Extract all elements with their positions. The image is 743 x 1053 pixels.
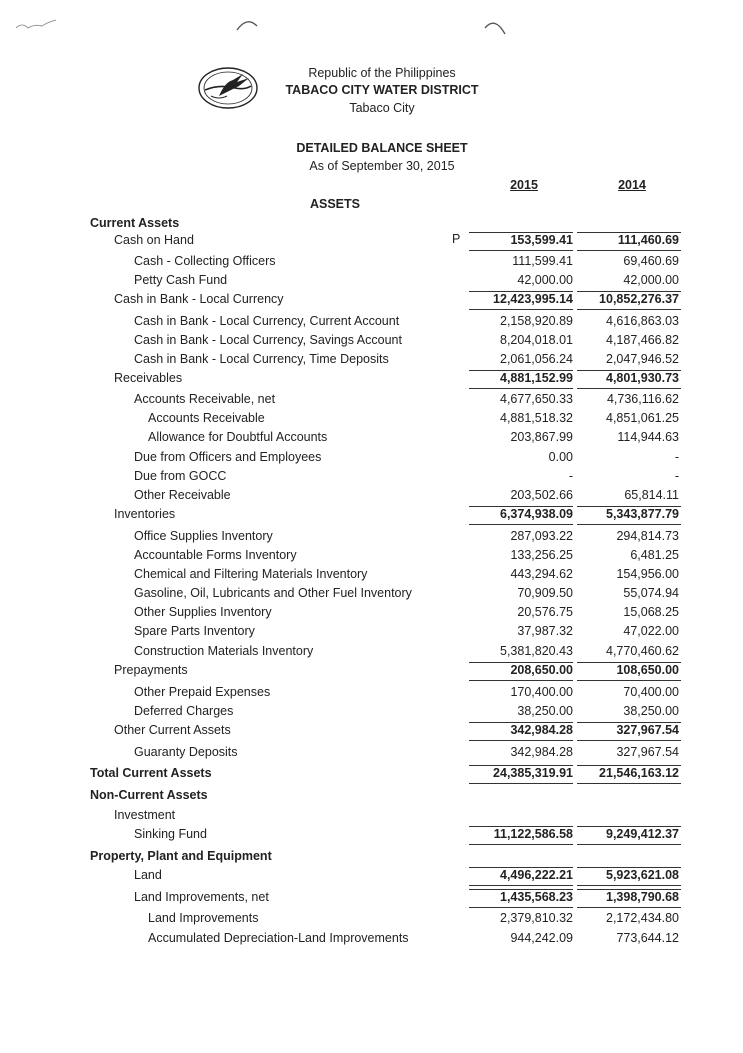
row-label: Land Improvements xyxy=(148,911,259,925)
value-2015: 2,158,920.89 xyxy=(500,314,573,328)
total-overline xyxy=(469,370,573,371)
row-label: Due from GOCC xyxy=(134,469,227,483)
table-row xyxy=(0,567,743,586)
row-label: Inventories xyxy=(114,507,176,521)
value-2015: 342,984.28 xyxy=(510,745,573,759)
row-label: Cash on Hand xyxy=(114,233,194,247)
value-2014: 65,814.11 xyxy=(624,488,679,502)
table-row xyxy=(0,488,743,507)
row-label: Due from Officers and Employees xyxy=(134,450,322,464)
row-label: Accounts Receivable xyxy=(148,411,265,425)
value-2015: 20,576.75 xyxy=(517,605,573,619)
water-district-logo-icon xyxy=(197,66,259,110)
value-2015: 6,374,938.09 xyxy=(500,507,573,521)
value-2015: 133,256.25 xyxy=(510,548,573,562)
total-underline xyxy=(469,783,573,784)
value-2014: 108,650.00 xyxy=(616,663,679,677)
table-row xyxy=(0,685,743,704)
total-overline xyxy=(577,889,681,890)
value-2014: 21,546,163.12 xyxy=(599,766,679,780)
value-2015: 24,385,319.91 xyxy=(493,766,573,780)
value-2014: 5,343,877.79 xyxy=(606,507,679,521)
value-2014: 111,460.69 xyxy=(617,233,679,247)
table-row xyxy=(0,254,743,273)
row-label: Cash in Bank - Local Currency, Savings Account xyxy=(134,333,402,347)
total-underline xyxy=(469,388,573,389)
value-2015: 42,000.00 xyxy=(517,273,573,287)
value-2015: 11,122,586.58 xyxy=(493,827,573,841)
value-2015: 5,381,820.43 xyxy=(500,644,573,658)
table-row xyxy=(0,644,743,663)
republic-line: Republic of the Philippines xyxy=(308,66,456,80)
row-label: Other Supplies Inventory xyxy=(134,605,272,619)
value-2014: 2,172,434.80 xyxy=(606,911,679,925)
row-label: Construction Materials Inventory xyxy=(134,644,314,658)
scan-mark-icon xyxy=(14,14,64,34)
row-label: Deferred Charges xyxy=(134,704,234,718)
row-label: Prepayments xyxy=(114,663,188,677)
value-2014: 2,047,946.52 xyxy=(606,352,679,366)
value-2014: 327,967.54 xyxy=(616,745,679,759)
row-label: Land Improvements, net xyxy=(134,890,269,904)
table-row xyxy=(0,704,743,723)
value-2014: 55,074.94 xyxy=(623,586,679,600)
table-row xyxy=(0,849,743,868)
table-row xyxy=(0,931,743,950)
value-2014: 9,249,412.37 xyxy=(606,827,679,841)
total-underline xyxy=(469,250,573,251)
total-underline xyxy=(469,524,573,525)
table-row xyxy=(0,529,743,548)
total-underline xyxy=(469,907,573,908)
table-row xyxy=(0,586,743,605)
value-2015: 12,423,995.14 xyxy=(493,292,573,306)
value-2014: 4,770,460.62 xyxy=(606,644,679,658)
section-title: ASSETS xyxy=(309,197,360,211)
value-2014: 4,801,930.73 xyxy=(606,371,679,385)
total-underline xyxy=(577,388,681,389)
value-2015: 38,250.00 xyxy=(517,704,573,718)
value-2015: 0.00 xyxy=(548,450,573,464)
row-label: Chemical and Filtering Materials Inventory xyxy=(134,567,368,581)
value-2015: 37,987.32 xyxy=(517,624,573,638)
total-overline xyxy=(469,889,573,890)
value-2015: 342,984.28 xyxy=(510,723,573,737)
row-label: Current Assets xyxy=(90,216,180,230)
table-row xyxy=(0,911,743,930)
total-underline xyxy=(577,524,681,525)
row-label: Property, Plant and Equipment xyxy=(90,849,272,863)
row-label: Other Prepaid Expenses xyxy=(134,685,271,699)
value-2015: 4,496,222.21 xyxy=(500,868,573,882)
total-overline xyxy=(469,765,573,766)
value-2015: 4,881,152.99 xyxy=(500,371,573,385)
total-underline xyxy=(577,783,681,784)
total-overline xyxy=(469,291,573,292)
value-2015: 2,061,056.24 xyxy=(500,352,573,366)
row-label: Receivables xyxy=(114,371,183,385)
value-2014: - xyxy=(674,450,679,464)
value-2014: - xyxy=(674,469,679,483)
row-label: Office Supplies Inventory xyxy=(134,529,273,543)
value-2014: 38,250.00 xyxy=(623,704,679,718)
column-header-2015: 2015 xyxy=(510,178,538,192)
total-underline xyxy=(469,844,573,845)
value-2014: 70,400.00 xyxy=(623,685,679,699)
value-2015: 4,881,518.32 xyxy=(500,411,573,425)
document-title: DETAILED BALANCE SHEET xyxy=(296,141,468,155)
row-label: Accumulated Depreciation-Land Improvements xyxy=(148,931,409,945)
table-row xyxy=(0,273,743,292)
value-2015: - xyxy=(568,469,573,483)
total-underline xyxy=(577,885,681,886)
value-2014: 4,851,061.25 xyxy=(606,411,679,425)
value-2015: 70,909.50 xyxy=(517,586,573,600)
value-2015: 170,400.00 xyxy=(510,685,573,699)
total-underline xyxy=(577,680,681,681)
total-overline xyxy=(577,232,681,233)
total-underline xyxy=(577,309,681,310)
table-row xyxy=(0,808,743,827)
value-2014: 1,398,790.68 xyxy=(606,890,679,904)
as-of-date: As of September 30, 2015 xyxy=(309,159,455,173)
column-header-2014: 2014 xyxy=(618,178,646,192)
value-2014: 4,187,466.82 xyxy=(606,333,679,347)
row-label: Accounts Receivable, net xyxy=(134,392,276,406)
row-label: Cash in Bank - Local Currency, Time Deposits xyxy=(134,352,389,366)
row-label: Other Current Assets xyxy=(114,723,231,737)
total-overline xyxy=(577,826,681,827)
value-2014: 4,616,863.03 xyxy=(606,314,679,328)
value-2014: 69,460.69 xyxy=(623,254,679,268)
row-label: Cash in Bank - Local Currency, Current Account xyxy=(134,314,400,328)
value-2014: 773,644.12 xyxy=(616,931,679,945)
total-overline xyxy=(577,370,681,371)
table-row xyxy=(0,392,743,411)
value-2014: 6,481.25 xyxy=(630,548,679,562)
value-2015: 208,650.00 xyxy=(510,663,573,677)
table-row xyxy=(0,745,743,764)
row-label: Non-Current Assets xyxy=(90,788,208,802)
row-label: Land xyxy=(134,868,162,882)
value-2015: 944,242.09 xyxy=(510,931,573,945)
total-overline xyxy=(469,662,573,663)
row-label: Other Receivable xyxy=(134,488,231,502)
row-label: Sinking Fund xyxy=(134,827,207,841)
value-2014: 327,967.54 xyxy=(616,723,679,737)
table-row xyxy=(0,624,743,643)
district-name: TABACO CITY WATER DISTRICT xyxy=(285,83,479,97)
row-label: Spare Parts Inventory xyxy=(134,624,255,638)
punch-hole-icon xyxy=(482,16,508,38)
table-row xyxy=(0,314,743,333)
value-2014: 15,068.25 xyxy=(623,605,679,619)
table-row xyxy=(0,430,743,449)
value-2015: 4,677,650.33 xyxy=(500,392,573,406)
value-2014: 294,814.73 xyxy=(616,529,679,543)
value-2015: 287,093.22 xyxy=(510,529,573,543)
value-2014: 4,736,116.62 xyxy=(606,392,679,406)
table-row xyxy=(0,605,743,624)
total-underline xyxy=(469,680,573,681)
row-label: Gasoline, Oil, Lubricants and Other Fuel Inventory xyxy=(134,586,412,600)
punch-hole-icon xyxy=(234,16,260,34)
total-overline xyxy=(577,506,681,507)
peso-sign: P xyxy=(452,232,461,246)
row-label: Investment xyxy=(114,808,176,822)
total-overline xyxy=(469,232,573,233)
value-2015: 153,599.41 xyxy=(510,233,573,247)
table-row xyxy=(0,548,743,567)
row-label: Guaranty Deposits xyxy=(134,745,238,759)
total-overline xyxy=(577,662,681,663)
row-label: Allowance for Doubtful Accounts xyxy=(148,430,328,444)
total-underline xyxy=(469,885,573,886)
total-overline xyxy=(469,826,573,827)
total-underline xyxy=(469,309,573,310)
row-label: Cash in Bank - Local Currency xyxy=(114,292,284,306)
value-2014: 154,956.00 xyxy=(616,567,679,581)
table-row xyxy=(0,450,743,469)
total-underline xyxy=(577,844,681,845)
value-2015: 1,435,568.23 xyxy=(500,890,573,904)
value-2015: 203,867.99 xyxy=(510,430,573,444)
table-row xyxy=(0,788,743,807)
total-underline xyxy=(577,250,681,251)
total-overline xyxy=(577,867,681,868)
value-2014: 42,000.00 xyxy=(623,273,679,287)
row-label: Petty Cash Fund xyxy=(134,273,228,287)
table-row xyxy=(0,469,743,488)
value-2015: 2,379,810.32 xyxy=(500,911,573,925)
value-2014: 114,944.63 xyxy=(617,430,679,444)
row-label: Total Current Assets xyxy=(90,766,212,780)
row-label: Cash - Collecting Officers xyxy=(134,254,276,268)
total-overline xyxy=(577,765,681,766)
row-label: Accountable Forms Inventory xyxy=(134,548,297,562)
total-overline xyxy=(469,867,573,868)
total-overline xyxy=(469,722,573,723)
value-2015: 203,502.66 xyxy=(510,488,573,502)
total-overline xyxy=(577,291,681,292)
table-row xyxy=(0,411,743,430)
total-underline xyxy=(577,740,681,741)
value-2014: 10,852,276.37 xyxy=(599,292,679,306)
value-2015: 8,204,018.01 xyxy=(500,333,573,347)
total-overline xyxy=(469,506,573,507)
table-row xyxy=(0,333,743,352)
total-underline xyxy=(469,740,573,741)
value-2014: 47,022.00 xyxy=(623,624,679,638)
table-row xyxy=(0,352,743,371)
total-underline xyxy=(577,907,681,908)
value-2015: 443,294.62 xyxy=(510,567,573,581)
total-overline xyxy=(577,722,681,723)
city-line: Tabaco City xyxy=(349,101,415,115)
value-2014: 5,923,621.08 xyxy=(606,868,679,882)
value-2015: 111,599.41 xyxy=(512,254,573,268)
